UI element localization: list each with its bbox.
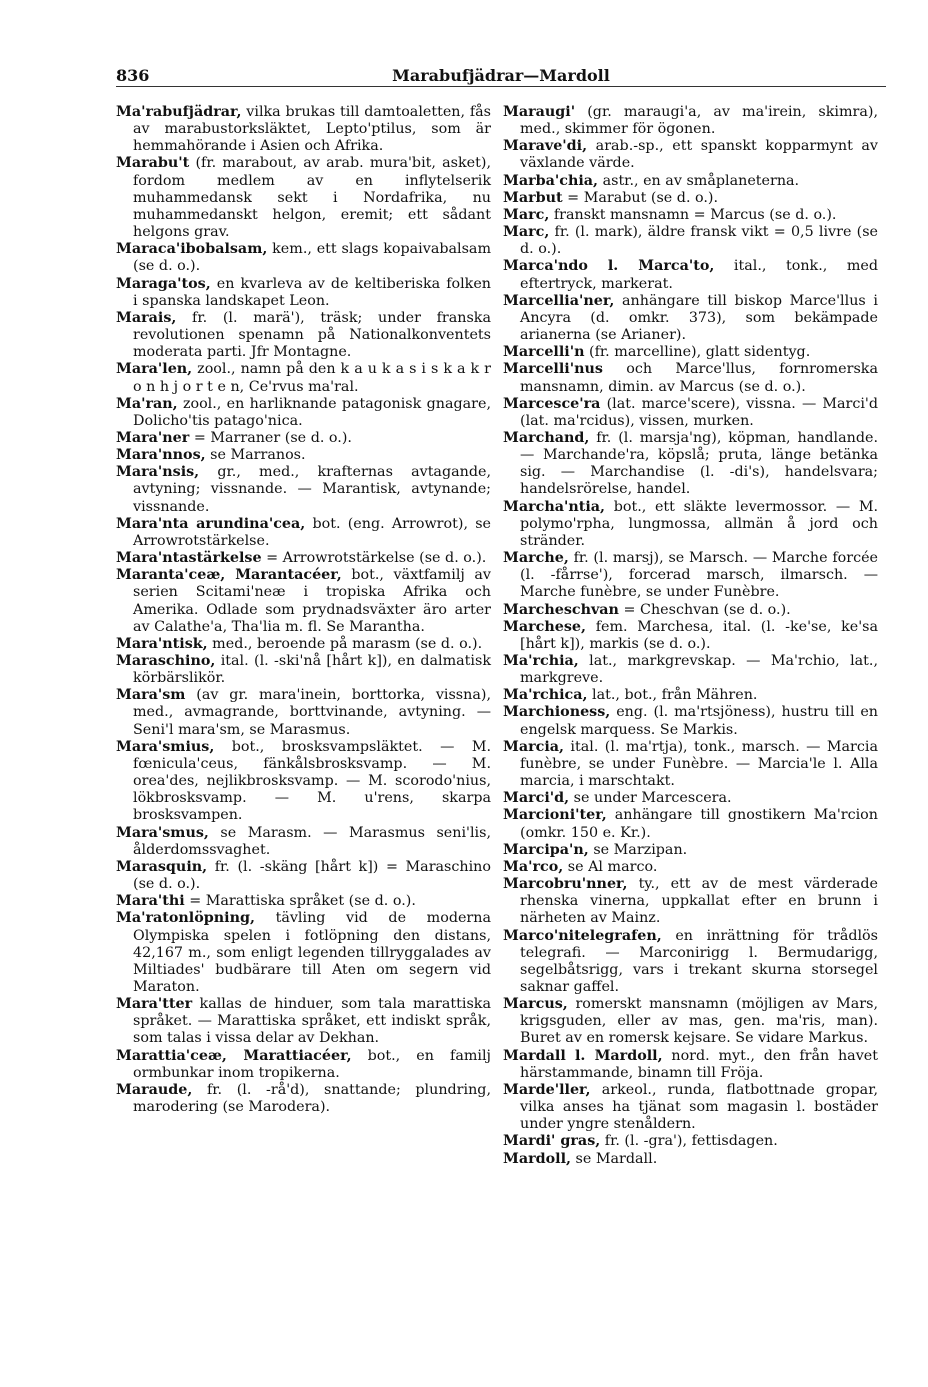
entry-text: bot., en familj ormbunkar inom tropikerna. xyxy=(133,1047,491,1081)
entry-text: arab.-sp., ett spanskt kopparmynt av växlande värde. xyxy=(520,138,879,172)
entry-text: romerskt mansnamn (möjligen av Mars, krigsguden, eller av mas, gen. ma'ris, man). Buret av en romersk kejsare. Se vidare Markus. xyxy=(520,996,878,1047)
entry-headword: Mara'smus, xyxy=(116,824,209,841)
entry-text: se Marasm. — Marasmus seni'lis, ålderdomssvaghet. xyxy=(133,824,491,858)
dictionary-entry xyxy=(116,859,491,893)
entry-headword: Mara'ner xyxy=(116,429,190,446)
entry-headword: Marde'ller, xyxy=(503,1081,591,1098)
entry-text: se Marzipan. xyxy=(593,841,688,858)
entry-headword: Maraschino, xyxy=(116,653,216,669)
right-column xyxy=(503,104,878,1168)
dictionary-entry xyxy=(116,893,491,910)
entry-text: eng. (l. ma'rtsjöness), hustru till en engelsk marquess. Se Markis. xyxy=(520,704,879,738)
dictionary-entry xyxy=(116,550,491,567)
entry-headword: Marchioness, xyxy=(503,704,611,721)
entry-text: anhängare till gnostikern Ma'rcion (omkr. 150 e. Kr.). xyxy=(520,807,878,841)
dictionary-entry xyxy=(116,104,491,155)
dictionary-entry xyxy=(503,739,878,790)
entry-headword: Ma'rchica, xyxy=(503,687,588,704)
dictionary-entry xyxy=(503,807,878,841)
entry-headword: Ma'rco, xyxy=(503,858,564,875)
entry-text: ty., ett av de mest värderade rhenska vinerna, uppkallat efter en brunn i närheten av Mainz. xyxy=(520,876,878,927)
left-column xyxy=(116,104,491,1116)
page-number: 836 xyxy=(116,66,150,85)
entry-headword: Marcheschvan xyxy=(503,601,619,618)
entry-text: fr. (l. marä'), träsk; under franska revolutionen spenamn på Nationalkonventets moderata parti. Jfr Montagne. xyxy=(133,309,491,361)
dictionary-entry xyxy=(503,550,878,601)
entry-headword: Ma'rabufjädrar, xyxy=(116,104,242,120)
entry-headword: Mara'ntisk, xyxy=(116,635,208,652)
entry-text: fr. (l. -skäng [hårt k]) = Maraschino (se d. o.). xyxy=(133,858,491,893)
entry-headword: Mara'nsis, xyxy=(116,464,200,481)
entry-text: se Mardall. xyxy=(575,1150,658,1167)
dictionary-entry xyxy=(116,276,491,310)
entry-text: gr., med., krafternas avtagande, avtyning; vissnande. — Marantisk, avtynande; vissnande. xyxy=(133,464,491,515)
entry-text: en inrättning för trådlös telegrafi. — Marconirigg l. Bermudarigg, segelbåtsrigg, vars i trekant skurna storsegel saknar gaffel. xyxy=(520,927,879,995)
entry-text: ital., tonk., med eftertryck, markerat. xyxy=(520,258,879,292)
entry-text: kallas de hinduer, som tala marattiska språket. — Marattiska språket, ett indiskt språk, som talas i vissa delar av Dekhan. xyxy=(133,996,491,1047)
entry-text: fr. (l. marsj), se Marsch. — Marche forcée (l. -fårrse'), forcerad marsch, ilmarsch. — Marche funèbre, se under Funèbre. xyxy=(520,550,879,601)
entry-headword: Mara'nta arundina'cea, xyxy=(116,515,306,532)
entry-headword: Marco'nitelegrafen, xyxy=(503,927,662,944)
entry-headword: Maraude, xyxy=(116,1081,193,1098)
entry-headword: Mara'nnos, xyxy=(116,447,206,464)
entry-headword: Marcus, xyxy=(503,996,568,1013)
entry-text: bot. (eng. Arrowrot), se Arrowrotstärkelse. xyxy=(133,515,491,549)
entry-text: en kvarleva av de keltiberiska folken i spanska landskapet Leon. xyxy=(133,275,492,309)
dictionary-entry xyxy=(116,1082,491,1116)
entry-headword: Maranta'ceæ, Marantacéer, xyxy=(116,567,342,584)
dictionary-entry xyxy=(116,464,491,515)
entry-headword: Marcelli'n xyxy=(503,344,585,361)
entry-text: nord. myt., den från havet härstammande, binamn till Fröja. xyxy=(520,1047,878,1081)
entry-headword: Marave'di, xyxy=(503,138,588,155)
entry-text: lat., markgrevskap. — Ma'rchio, lat., markgreve. xyxy=(520,653,878,687)
entry-text: = Marattiska språket (se d. o.). xyxy=(189,893,416,910)
header-rule xyxy=(116,86,886,87)
dictionary-entry xyxy=(116,516,491,550)
entry-text: fr. (l. -rå'd), snattande; plundring, marodering (se Marodera). xyxy=(133,1081,491,1116)
entry-headword: Marchese, xyxy=(503,618,586,635)
dictionary-entry xyxy=(116,636,491,653)
dictionary-entry xyxy=(116,430,491,447)
dictionary-entry xyxy=(503,653,878,687)
entry-text: se under Marcescera. xyxy=(573,790,732,807)
entry-text: fr. (l. -gra'), fettisdagen. xyxy=(604,1133,778,1150)
dictionary-entry xyxy=(503,173,878,190)
entry-text: ital. (l. ma'rtja), tonk., marsch. — Marcia funèbre, se under Funèbre. — Marcia'le l. Alla marcia, i marschtakt. xyxy=(520,738,878,790)
entry-text: se Al marco. xyxy=(567,858,658,875)
entry-headword: Mardoll, xyxy=(503,1150,571,1167)
entry-headword: Marasquin, xyxy=(116,858,208,875)
entry-text: bot., ett släkte levermossor. — M. polymo'rpha, lungmossa, allmän å jord och stränder. xyxy=(520,498,879,549)
entry-headword: Marcelli'nus xyxy=(503,361,603,378)
dictionary-entry xyxy=(116,567,491,636)
entry-headword: Mara'thi xyxy=(116,893,185,910)
dictionary-entry xyxy=(116,653,491,687)
dictionary-entry xyxy=(503,1082,878,1133)
entry-text: (lat. marce'scere), vissna. — Marci'd (lat. ma'rcidus), vissen, murken. xyxy=(520,395,879,429)
entry-text: vilka brukas till damtoaletten, fås av marabustorksläktet, Lepto'ptilus, som är hemmahörande i Asien och Afrika. xyxy=(133,104,491,155)
entry-headword: Mara'len, xyxy=(116,361,193,378)
entry-text: anhängare till biskop Marce'llus i Ancyra (d. omkr. 373), som bekämpade arianerna (se Arianer). xyxy=(520,292,878,344)
dictionary-entry xyxy=(503,790,878,807)
entry-text: franskt mansnamn = Marcus (se d. o.). xyxy=(553,206,837,223)
dictionary-entry xyxy=(503,138,878,172)
entry-headword: Maraugi' xyxy=(503,104,576,120)
dictionary-entry xyxy=(116,687,491,738)
entry-headword: Marcha'ntia, xyxy=(503,498,606,515)
dictionary-entry xyxy=(503,224,878,258)
entry-headword: Marcellia'ner, xyxy=(503,292,615,309)
dictionary-entry xyxy=(503,293,878,344)
entry-headword: Marcesce'ra xyxy=(503,395,601,412)
entry-headword: Marcioni'ter, xyxy=(503,807,607,824)
entry-text: = Marabut (se d. o.). xyxy=(567,189,719,206)
dictionary-entry xyxy=(503,207,878,224)
dictionary-entry xyxy=(116,447,491,464)
entry-text: = Arrowrotstärkelse (se d. o.). xyxy=(266,550,487,567)
entry-text: och Marce'llus, fornromerska mansnamn, dimin. av Marcus (se d. o.). xyxy=(520,361,878,395)
entry-text: (fr. marabout, av arab. mura'bit, asket), fordom medlem av en inflytelserik muhammedansk sekt i Nordafrika, nu muhammedanskt helgon, eremit; ett sådant helgons grav. xyxy=(133,155,491,241)
dictionary-entry xyxy=(116,241,491,275)
entry-text: bot., brosksvampsläktet. — M. fœnicula'ceus, fänkålsbrosksvamp. — M. orea'des, nejlikbrosksvamp. — M. scorodo'nius, lökbrosksvamp. — M. u'rens, skarpa brosksvampen. xyxy=(133,738,491,824)
entry-headword: Maraga'tos, xyxy=(116,275,211,292)
entry-headword: Mara'sm xyxy=(116,687,186,704)
entry-headword: Marcia, xyxy=(503,738,564,755)
entry-headword: Marbut xyxy=(503,189,563,206)
dictionary-entry xyxy=(116,310,491,361)
running-title: Marabufjädrar—Mardoll xyxy=(392,66,610,85)
dictionary-entry xyxy=(116,910,491,996)
entry-text: = Cheschvan (se d. o.). xyxy=(623,601,791,618)
entry-text: se Marranos. xyxy=(210,447,306,464)
entry-text: zool., en harliknande patagonisk gnagare, Dolicho'tis patago'nica. xyxy=(133,395,491,429)
dictionary-entry xyxy=(503,859,878,876)
dictionary-entry xyxy=(116,396,491,430)
entry-headword: Mardall l. Mardoll, xyxy=(503,1047,663,1064)
entry-headword: Marc, xyxy=(503,224,550,241)
dictionary-entry xyxy=(503,1151,878,1168)
entry-headword: Marba'chia, xyxy=(503,172,599,189)
entry-text: = Marraner (se d. o.). xyxy=(193,429,352,446)
dictionary-entry xyxy=(503,842,878,859)
dictionary-entry xyxy=(116,361,491,395)
dictionary-entry xyxy=(116,996,491,1047)
entry-headword: Ma'ratonlöpning, xyxy=(116,910,255,927)
entry-headword: Marci'd, xyxy=(503,790,570,807)
dictionary-entry xyxy=(503,619,878,653)
entry-text: bot., växtfamilj av serien Scitami'neæ i tropiska Afrika och Amerika. Odlade som prydnadsväxter äro arter av Calathe'a, Tha'lia m. fl. Se Marantha. xyxy=(133,567,491,635)
entry-headword: Marchand, xyxy=(503,429,590,446)
dictionary-entry xyxy=(116,1048,491,1082)
dictionary-entry xyxy=(503,430,878,499)
entry-text: fr. (l. marsja'ng), köpman, handlande. — Marchande'ra, köpslå; pruta, länge betänka sig. — Marchandise (l. -di's), handelsvara; handelsrörelse, handel. xyxy=(520,429,879,498)
dictionary-entry xyxy=(503,396,878,430)
entry-headword: Marcipa'n, xyxy=(503,841,589,858)
entry-headword: Marabu't xyxy=(116,155,190,172)
dictionary-entry xyxy=(503,104,878,138)
dictionary-entry xyxy=(503,361,878,395)
entry-headword: Marc, xyxy=(503,206,550,223)
entry-text: zool., namn på den k a u k a s i s k a k r o n h j o r t e n, Ce'rvus ma'ral. xyxy=(133,361,491,395)
dictionary-entry xyxy=(503,928,878,997)
entry-text: lat., bot., från Mähren. xyxy=(592,687,758,704)
entry-text: fem. Marchesa, ital. (l. -ke'se, ke'sa [hårt k]), markis (se d. o.). xyxy=(520,618,879,652)
entry-text: arkeol., runda, flatbottnade gropar, vilka anses ha tjänat som magasin l. bostäder under yngre stenåldern. xyxy=(520,1081,878,1133)
entry-headword: Mardi' gras, xyxy=(503,1133,601,1150)
dictionary-entry xyxy=(503,996,878,1047)
entry-headword: Ma'rchia, xyxy=(503,653,579,669)
entry-text: med., beroende på marasm (se d. o.). xyxy=(212,635,483,652)
entry-text: fr. (l. mark), äldre fransk vikt = 0,5 livre (se d. o.). xyxy=(520,224,878,258)
dictionary-entry xyxy=(503,704,878,738)
entry-text: (fr. marcelline), glatt sidentyg. xyxy=(589,344,811,361)
dictionary-entry xyxy=(503,499,878,550)
dictionary-entry xyxy=(503,190,878,207)
entry-headword: Marattia'ceæ, Marattiacéer, xyxy=(116,1047,352,1064)
entry-text: (gr. maraugi'a, av ma'irein, skimra), med., skimmer för ögonen. xyxy=(520,104,879,138)
dictionary-entry xyxy=(503,344,878,361)
entry-text: astr., en av småplaneterna. xyxy=(602,172,800,189)
dictionary-entry xyxy=(503,602,878,619)
dictionary-entry xyxy=(503,876,878,927)
entry-headword: Marca'ndo l. Marca'to, xyxy=(503,258,715,275)
dictionary-entry xyxy=(503,1133,878,1150)
dictionary-entry xyxy=(503,258,878,292)
entry-text: ital. (l. -ski'nå [hårt k]), en dalmatisk körbärslikör. xyxy=(133,653,491,687)
entry-headword: Mara'smius, xyxy=(116,738,215,755)
dictionary-entry xyxy=(503,1048,878,1082)
dictionary-entry xyxy=(116,825,491,859)
dictionary-entry xyxy=(116,155,491,241)
entry-headword: Ma'ran, xyxy=(116,395,178,412)
entry-headword: Marche, xyxy=(503,550,569,567)
entry-headword: Mara'tter xyxy=(116,996,193,1013)
page-header xyxy=(116,62,886,88)
entry-text: kem., ett slags kopaivabalsam (se d. o.). xyxy=(133,241,492,275)
entry-headword: Marais, xyxy=(116,309,177,326)
entry-headword: Marcobru'nner, xyxy=(503,876,628,893)
entry-headword: Mara'ntastärkelse xyxy=(116,550,262,567)
entry-headword: Maraca'ibobalsam, xyxy=(116,241,268,258)
entry-text: tävling vid de moderna Olympiska spelen i fotlöpning den distans, 42,167 m., som enligt legenden tillryggalades av Miltiades' budbärare till Aten om segern vid Maraton. xyxy=(133,910,491,995)
entry-text: (av gr. mara'inein, borttorka, vissna), med., avmagrande, borttvinande, avtyning. — Seni'l mara'sm, se Marasmus. xyxy=(133,687,492,738)
dictionary-entry xyxy=(503,687,878,704)
dictionary-entry xyxy=(116,739,491,825)
